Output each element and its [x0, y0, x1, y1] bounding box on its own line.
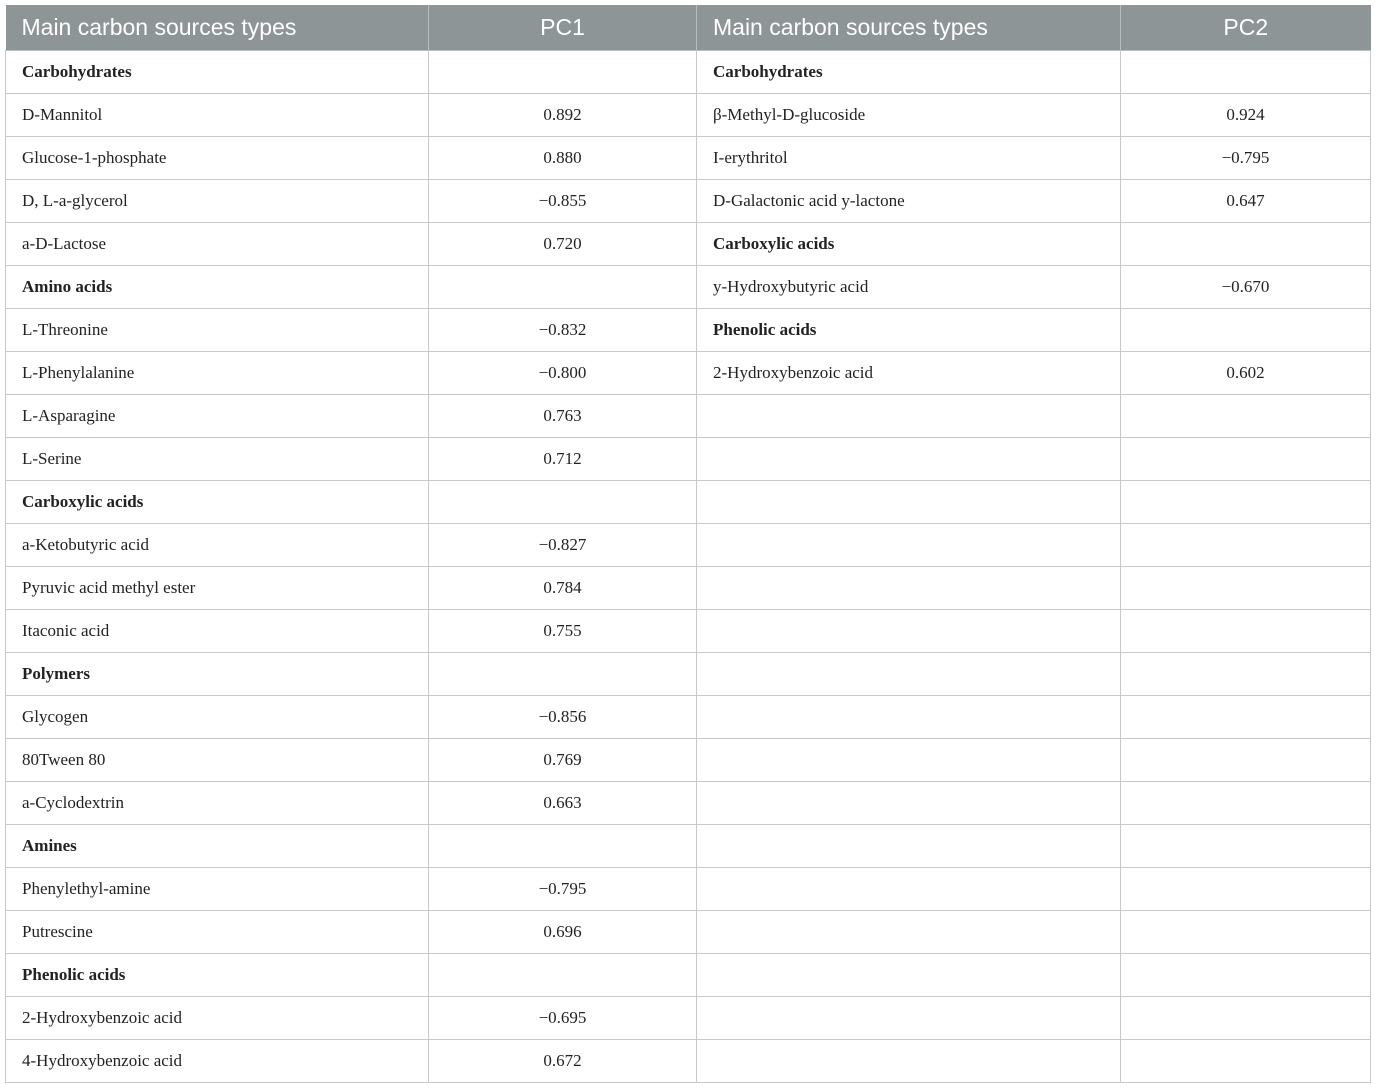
pc1-value-cell: 0.712: [429, 437, 697, 480]
table-row: [6, 308, 1371, 351]
left-source-cell: Phenylethyl-amine: [6, 867, 429, 910]
table-row: [6, 50, 1371, 93]
carbon-sources-table: [5, 5, 1371, 1083]
right-source-cell: D-Galactonic acid y-lactone: [697, 179, 1121, 222]
pc1-value-cell: −0.795: [429, 867, 697, 910]
pc1-value-cell: [429, 50, 697, 93]
table-body: [6, 50, 1371, 1082]
pc2-value-cell: −0.670: [1121, 265, 1371, 308]
right-source-cell: [697, 437, 1121, 480]
pc1-value-cell: 0.880: [429, 136, 697, 179]
left-source-cell: Pyruvic acid methyl ester: [6, 566, 429, 609]
table-row: [6, 437, 1371, 480]
right-source-cell: β-Methyl-D-glucoside: [697, 93, 1121, 136]
right-source-cell: [697, 867, 1121, 910]
pc2-value-cell: [1121, 523, 1371, 566]
left-source-cell: L-Threonine: [6, 308, 429, 351]
table-row: [6, 996, 1371, 1039]
left-source-cell: Putrescine: [6, 910, 429, 953]
left-source-cell: Amines: [6, 824, 429, 867]
pc1-value-cell: 0.696: [429, 910, 697, 953]
right-source-cell: Carboxylic acids: [697, 222, 1121, 265]
table-row: [6, 781, 1371, 824]
pc1-value-cell: −0.832: [429, 308, 697, 351]
table-header-row: [6, 5, 1371, 50]
pc2-value-cell: [1121, 1039, 1371, 1082]
left-source-cell: a-D-Lactose: [6, 222, 429, 265]
pc1-value-cell: [429, 824, 697, 867]
table-row: [6, 867, 1371, 910]
pc2-value-cell: [1121, 953, 1371, 996]
pc2-value-cell: 0.602: [1121, 351, 1371, 394]
pc2-value-cell: [1121, 566, 1371, 609]
left-source-cell: Amino acids: [6, 265, 429, 308]
right-source-cell: I-erythritol: [697, 136, 1121, 179]
pc2-value-cell: −0.795: [1121, 136, 1371, 179]
right-source-cell: [697, 394, 1121, 437]
pc2-value-cell: [1121, 695, 1371, 738]
pc2-value-cell: [1121, 308, 1371, 351]
pc2-value-cell: [1121, 867, 1371, 910]
table-row: [6, 265, 1371, 308]
pc2-value-cell: [1121, 437, 1371, 480]
left-source-cell: Carbohydrates: [6, 50, 429, 93]
pc2-value-cell: [1121, 996, 1371, 1039]
left-source-cell: Carboxylic acids: [6, 480, 429, 523]
pc1-value-cell: 0.672: [429, 1039, 697, 1082]
pc1-value-cell: 0.763: [429, 394, 697, 437]
pc1-value-cell: −0.827: [429, 523, 697, 566]
table-row: [6, 1039, 1371, 1082]
right-source-cell: [697, 781, 1121, 824]
left-source-cell: 2-Hydroxybenzoic acid: [6, 996, 429, 1039]
right-source-cell: y-Hydroxybutyric acid: [697, 265, 1121, 308]
left-source-cell: 4-Hydroxybenzoic acid: [6, 1039, 429, 1082]
table-row: [6, 523, 1371, 566]
pc1-value-cell: [429, 480, 697, 523]
table-row: [6, 652, 1371, 695]
table-row: [6, 394, 1371, 437]
pc1-value-cell: [429, 652, 697, 695]
right-source-cell: [697, 910, 1121, 953]
left-source-cell: L-Serine: [6, 437, 429, 480]
pc2-value-cell: [1121, 394, 1371, 437]
right-source-cell: [697, 1039, 1121, 1082]
right-source-cell: [697, 523, 1121, 566]
table-row: [6, 609, 1371, 652]
pc2-value-cell: [1121, 480, 1371, 523]
table-row: [6, 953, 1371, 996]
pc1-value-cell: 0.663: [429, 781, 697, 824]
left-source-cell: L-Phenylalanine: [6, 351, 429, 394]
table-row: [6, 910, 1371, 953]
left-source-cell: Phenolic acids: [6, 953, 429, 996]
left-source-cell: D-Mannitol: [6, 93, 429, 136]
right-source-cell: [697, 609, 1121, 652]
table-row: [6, 351, 1371, 394]
left-source-cell: 80Tween 80: [6, 738, 429, 781]
right-source-cell: [697, 480, 1121, 523]
table-row: [6, 480, 1371, 523]
right-source-cell: [697, 652, 1121, 695]
pc2-value-cell: [1121, 222, 1371, 265]
table-row: [6, 824, 1371, 867]
left-source-cell: Glucose-1-phosphate: [6, 136, 429, 179]
pc1-value-cell: −0.800: [429, 351, 697, 394]
table-row: [6, 222, 1371, 265]
right-source-cell: [697, 566, 1121, 609]
pc2-value-cell: [1121, 652, 1371, 695]
right-source-cell: [697, 738, 1121, 781]
pc2-value-cell: [1121, 910, 1371, 953]
right-source-cell: [697, 824, 1121, 867]
pc1-value-cell: 0.769: [429, 738, 697, 781]
header-carbon-source-right: Main carbon sources types: [697, 5, 1121, 50]
left-source-cell: a-Ketobutyric acid: [6, 523, 429, 566]
left-source-cell: D, L-a-glycerol: [6, 179, 429, 222]
pc1-value-cell: [429, 265, 697, 308]
header-pc1: PC1: [429, 5, 697, 50]
left-source-cell: Glycogen: [6, 695, 429, 738]
pc1-value-cell: [429, 953, 697, 996]
table-row: [6, 179, 1371, 222]
header-carbon-source-left: Main carbon sources types: [6, 5, 429, 50]
pc2-value-cell: [1121, 824, 1371, 867]
left-source-cell: Itaconic acid: [6, 609, 429, 652]
table-row: [6, 738, 1371, 781]
pc2-value-cell: [1121, 781, 1371, 824]
right-source-cell: 2-Hydroxybenzoic acid: [697, 351, 1121, 394]
table-row: [6, 93, 1371, 136]
right-source-cell: Carbohydrates: [697, 50, 1121, 93]
pc1-value-cell: 0.720: [429, 222, 697, 265]
right-source-cell: [697, 953, 1121, 996]
table-row: [6, 695, 1371, 738]
table-row: [6, 136, 1371, 179]
pc1-value-cell: 0.784: [429, 566, 697, 609]
left-source-cell: a-Cyclodextrin: [6, 781, 429, 824]
pc2-value-cell: 0.924: [1121, 93, 1371, 136]
pc2-value-cell: 0.647: [1121, 179, 1371, 222]
pc1-value-cell: −0.855: [429, 179, 697, 222]
pc1-value-cell: 0.892: [429, 93, 697, 136]
right-source-cell: [697, 996, 1121, 1039]
pc2-value-cell: [1121, 50, 1371, 93]
right-source-cell: Phenolic acids: [697, 308, 1121, 351]
right-source-cell: [697, 695, 1121, 738]
left-source-cell: L-Asparagine: [6, 394, 429, 437]
pc1-value-cell: −0.695: [429, 996, 697, 1039]
header-pc2: PC2: [1121, 5, 1371, 50]
pc2-value-cell: [1121, 738, 1371, 781]
table-row: [6, 566, 1371, 609]
pc1-value-cell: 0.755: [429, 609, 697, 652]
left-source-cell: Polymers: [6, 652, 429, 695]
pc2-value-cell: [1121, 609, 1371, 652]
pc1-value-cell: −0.856: [429, 695, 697, 738]
